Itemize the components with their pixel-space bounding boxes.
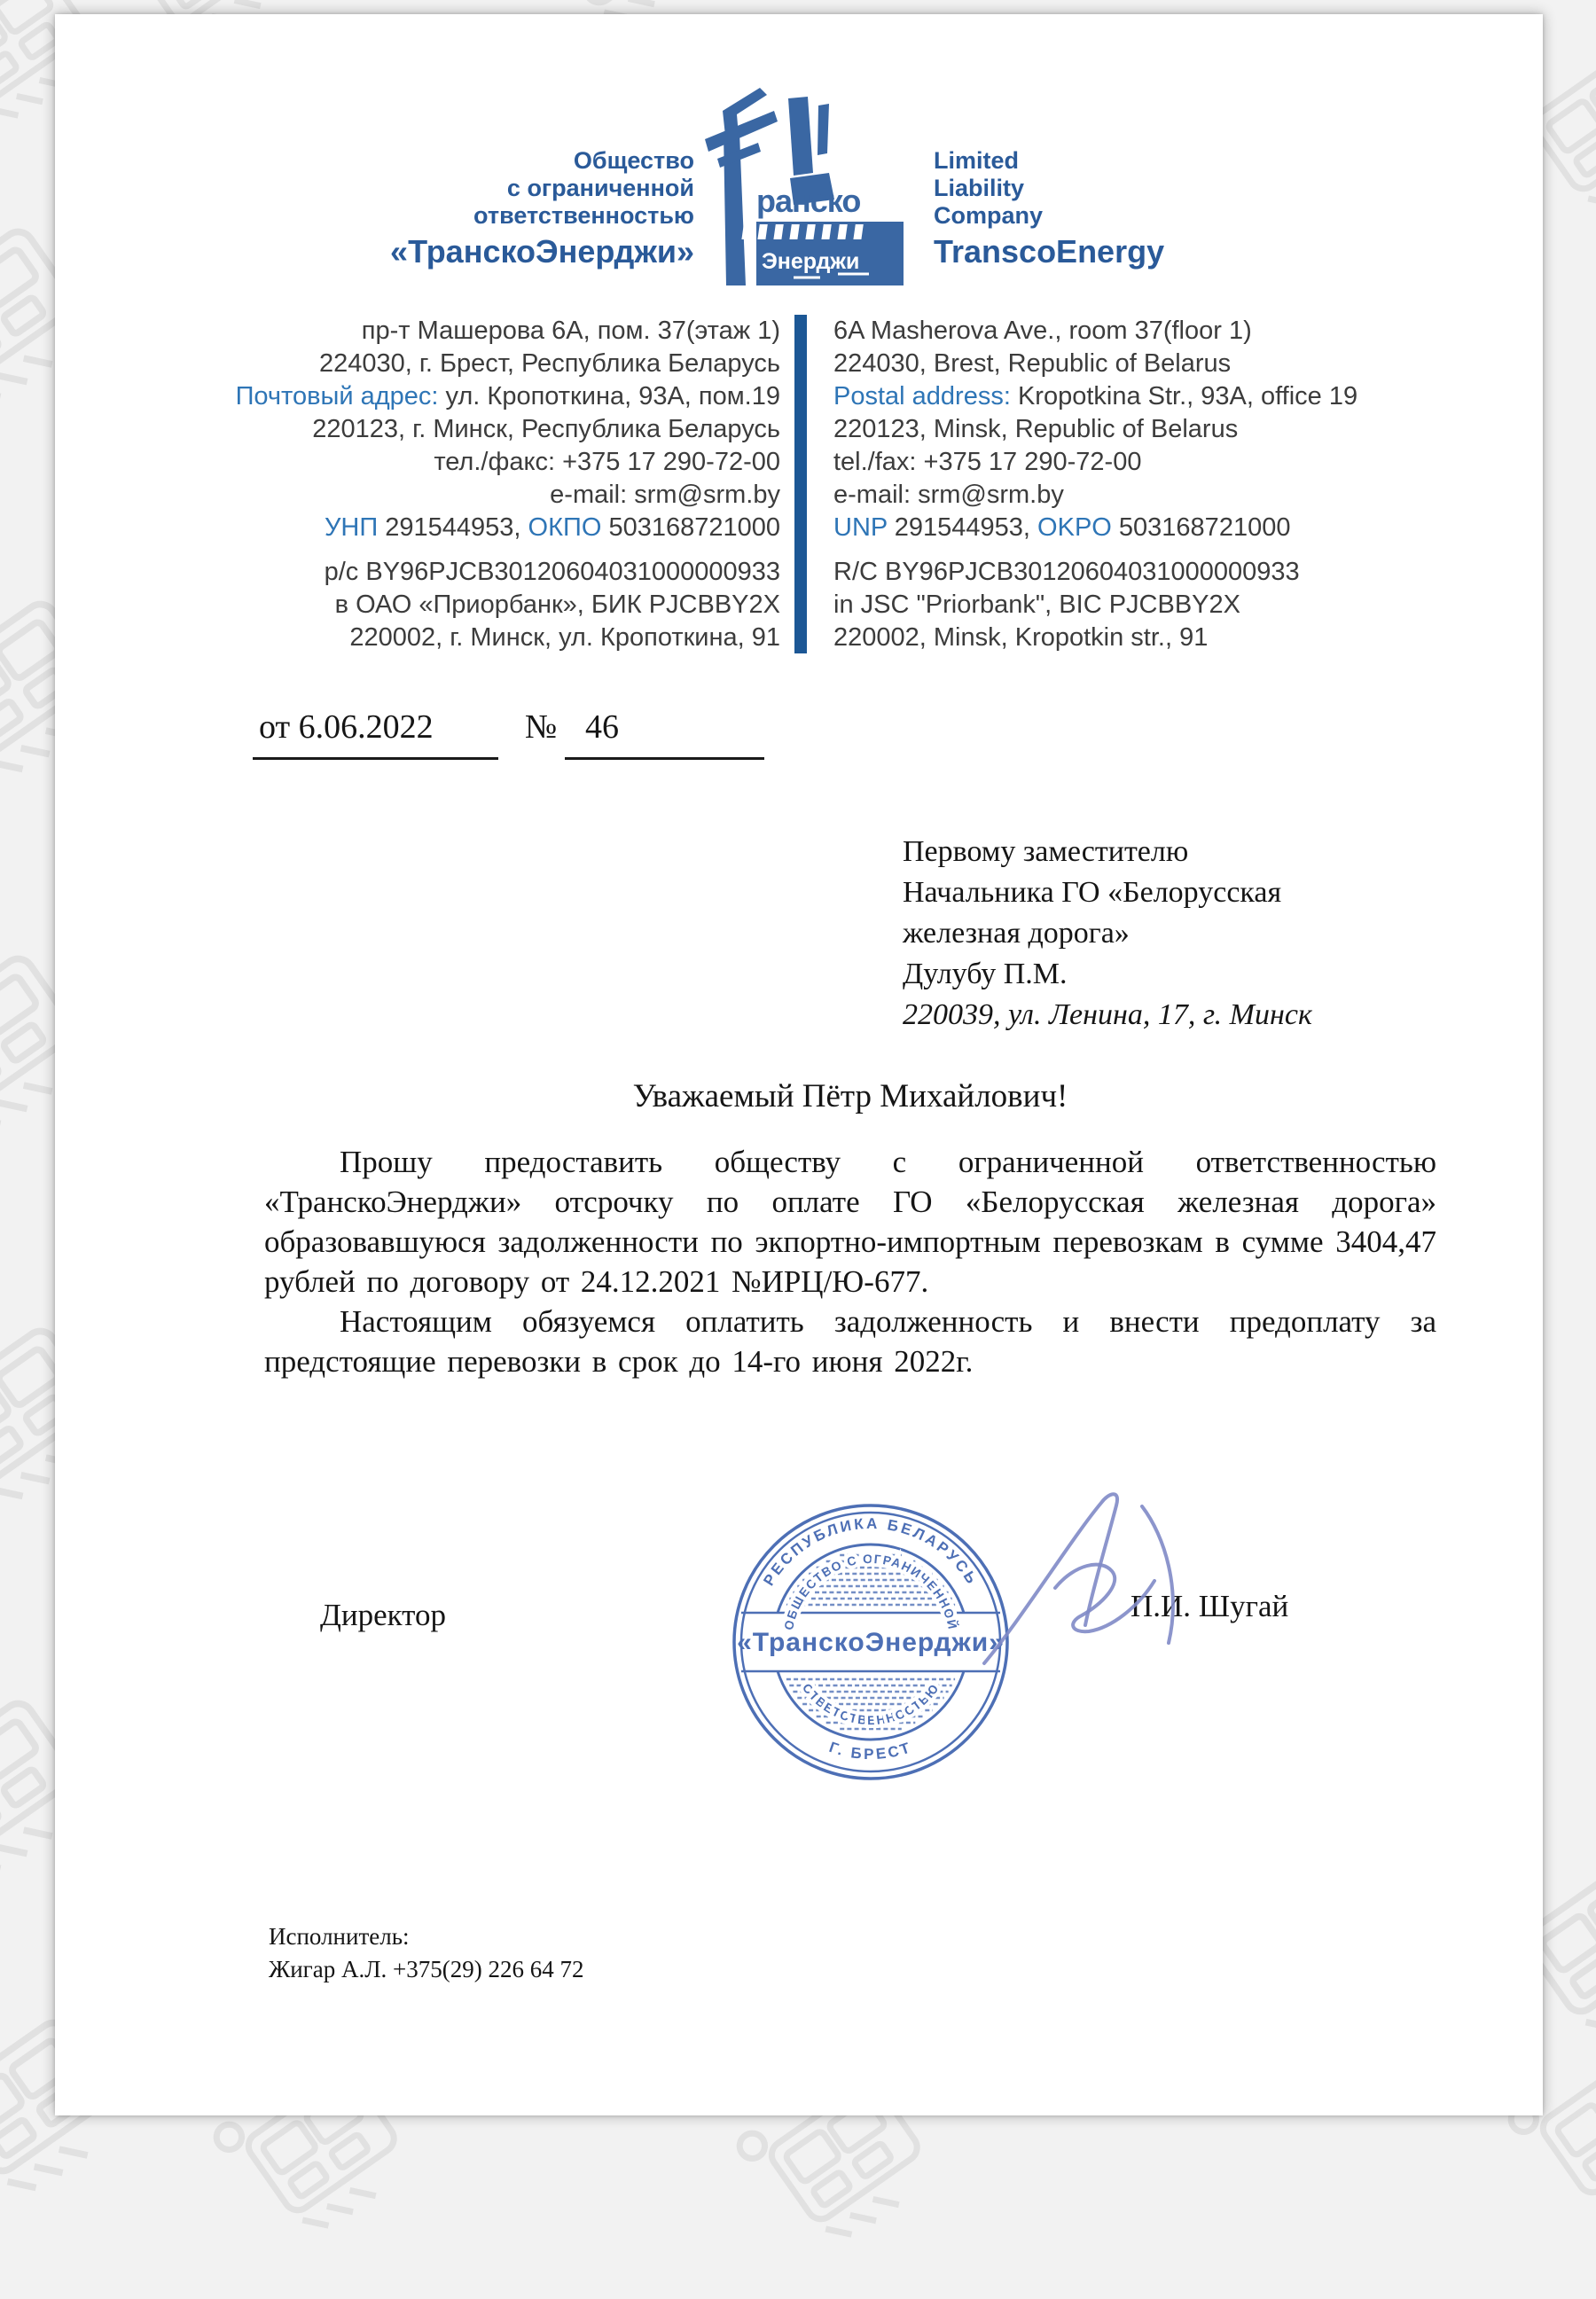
bank-line: R/C BY96PJCB30120604031000000933 bbox=[833, 558, 1300, 586]
postal-label: Почтовый адрес: bbox=[235, 382, 439, 411]
contacts-ru bbox=[236, 315, 780, 654]
number-underline bbox=[565, 757, 764, 760]
okpo-label: OKPO bbox=[1037, 513, 1112, 542]
signature-name: П.И. Шугай bbox=[1130, 1589, 1289, 1623]
reference-number: 46 bbox=[585, 708, 619, 746]
registry-line bbox=[833, 512, 1357, 544]
stamp-text-outer-bottom: Г. БРЕСТ bbox=[826, 1738, 915, 1763]
letter-page bbox=[55, 14, 1543, 2115]
stamp-text-inner-bottom: ОТВЕТСТВЕННОСТЬЮ bbox=[799, 1680, 943, 1728]
stamp-text-inner-top: ОБЩЕСТВО С ОГРАНИЧЕННОЙ bbox=[780, 1551, 960, 1631]
company-en-line: Limited bbox=[934, 147, 1020, 174]
wagon-icon bbox=[741, 222, 904, 285]
address-line: 224030, г. Брест, Республика Беларусь bbox=[318, 349, 780, 378]
company-en-line: Liability bbox=[934, 175, 1025, 201]
address-line: пр-т Машерова 6А, пом. 37(этаж 1) bbox=[361, 317, 780, 345]
contacts-en bbox=[833, 315, 1357, 654]
unp-label: УНП bbox=[324, 513, 379, 542]
okpo-value: 503168721000 bbox=[1111, 513, 1291, 542]
recipient-line: железная дорога» bbox=[903, 917, 1130, 950]
salutation: Уважаемый Пётр Михайлович! bbox=[632, 1078, 1068, 1114]
company-en-line: Company bbox=[934, 202, 1044, 229]
recipient-line: Первому заместителю bbox=[903, 835, 1189, 868]
logo-word-bottom: Энерджи bbox=[762, 249, 860, 274]
bank-line: 220002, г. Минск, ул. Кропоткина, 91 bbox=[349, 623, 780, 652]
column-divider bbox=[794, 315, 807, 653]
date-underline bbox=[253, 757, 498, 760]
company-ru-line: с ограниченной bbox=[506, 175, 694, 201]
recipient-address: 220039, ул. Ленина, 17, г. Минск bbox=[903, 998, 1312, 1031]
bank-line: р/с BY96PJCB30120604031000000933 bbox=[324, 558, 780, 586]
unp-value: 291544953, bbox=[887, 513, 1038, 542]
recipient-name: Дулубу П.М. bbox=[903, 958, 1068, 990]
reference-date: от 6.06.2022 bbox=[259, 708, 434, 746]
address-line bbox=[236, 380, 780, 413]
reference-number-sign: № bbox=[525, 708, 558, 746]
unp-label: UNP bbox=[833, 513, 888, 542]
bank-line: in JSC "Priorbank", BIC PJCBBY2X bbox=[833, 590, 1240, 619]
signature-title: Директор bbox=[320, 1598, 447, 1632]
phone-line: тел./факс: +375 17 290-72-00 bbox=[434, 448, 780, 476]
executor-block bbox=[269, 1920, 583, 1986]
body-paragraph: Настоящим обязуемся оплатить задолженность и внести предоплату за предстоящие перевозки в срок до 14-го июня 2022г. bbox=[264, 1304, 1436, 1379]
recipient-block bbox=[903, 832, 1312, 1036]
bank-line: в ОАО «Приорбанк», БИК PJCBBY2X bbox=[334, 590, 780, 619]
address-line: 220123, Minsk, Republic of Belarus bbox=[833, 415, 1239, 443]
bank-line: 220002, Minsk, Kropotkin str., 91 bbox=[833, 623, 1209, 652]
company-en-name: TranscoEnergy bbox=[934, 233, 1165, 270]
postal-label: Postal address: bbox=[833, 382, 1011, 411]
postal-value: Kropotkina Str., 93A, office 19 bbox=[1010, 382, 1358, 411]
bank-details-en bbox=[833, 556, 1357, 654]
email-line: e-mail: srm@srm.by bbox=[550, 481, 780, 509]
stamp-text-city bbox=[827, 1739, 915, 1763]
recipient-line: Начальника ГО «Белорусская bbox=[903, 876, 1282, 909]
phone-line: tel./fax: +375 17 290-72-00 bbox=[833, 448, 1142, 476]
company-ru-line: ответственностью bbox=[473, 202, 694, 229]
company-ru-name: «ТранскоЭнерджи» bbox=[390, 233, 694, 270]
body-paragraph: Прошу предоставить обществу с ограниченной ответственностью «ТранскоЭнерджи» отсрочку по оплате ГО «Белорусская железная дорога» образовавшуюся задолженности по экпортно-импортным перевозкам в сумме 3404,47 рублей по договору от 24.12.2021 №ИРЦ/Ю-677. bbox=[264, 1145, 1436, 1299]
stamp-center-text: «ТранскоЭнерджи» bbox=[737, 1628, 1005, 1657]
handwritten-signature bbox=[968, 1482, 1234, 1685]
letter-body bbox=[264, 1142, 1436, 1381]
company-name-ru bbox=[390, 147, 694, 270]
logo-word-top: ранско bbox=[756, 183, 861, 219]
address-line bbox=[833, 380, 1357, 413]
address-line: 6A Masherova Ave., room 37(floor 1) bbox=[833, 317, 1252, 345]
okpo-label: ОКПО bbox=[528, 513, 602, 542]
postal-value: ул. Кропоткина, 93А, пом.19 bbox=[438, 382, 780, 411]
stamp-text-outer-top: РЕСПУБЛИКА БЕЛАРУСЬ bbox=[760, 1514, 982, 1589]
okpo-value: 503168721000 bbox=[601, 513, 780, 542]
registry-line bbox=[236, 512, 780, 544]
company-name-en bbox=[934, 147, 1164, 270]
company-logo bbox=[705, 84, 904, 288]
address-line: 224030, Brest, Republic of Belarus bbox=[833, 349, 1232, 378]
executor-label: Исполнитель: bbox=[269, 1923, 410, 1950]
unp-value: 291544953, bbox=[378, 513, 528, 542]
address-line: 220123, г. Минск, Республика Беларусь bbox=[312, 415, 780, 443]
email-line: e-mail: srm@srm.by bbox=[833, 481, 1064, 509]
bank-details-ru bbox=[236, 556, 780, 654]
executor-contact: Жигар А.Л. +375(29) 226 64 72 bbox=[269, 1956, 584, 1982]
company-ru-line: Общество bbox=[573, 147, 694, 174]
